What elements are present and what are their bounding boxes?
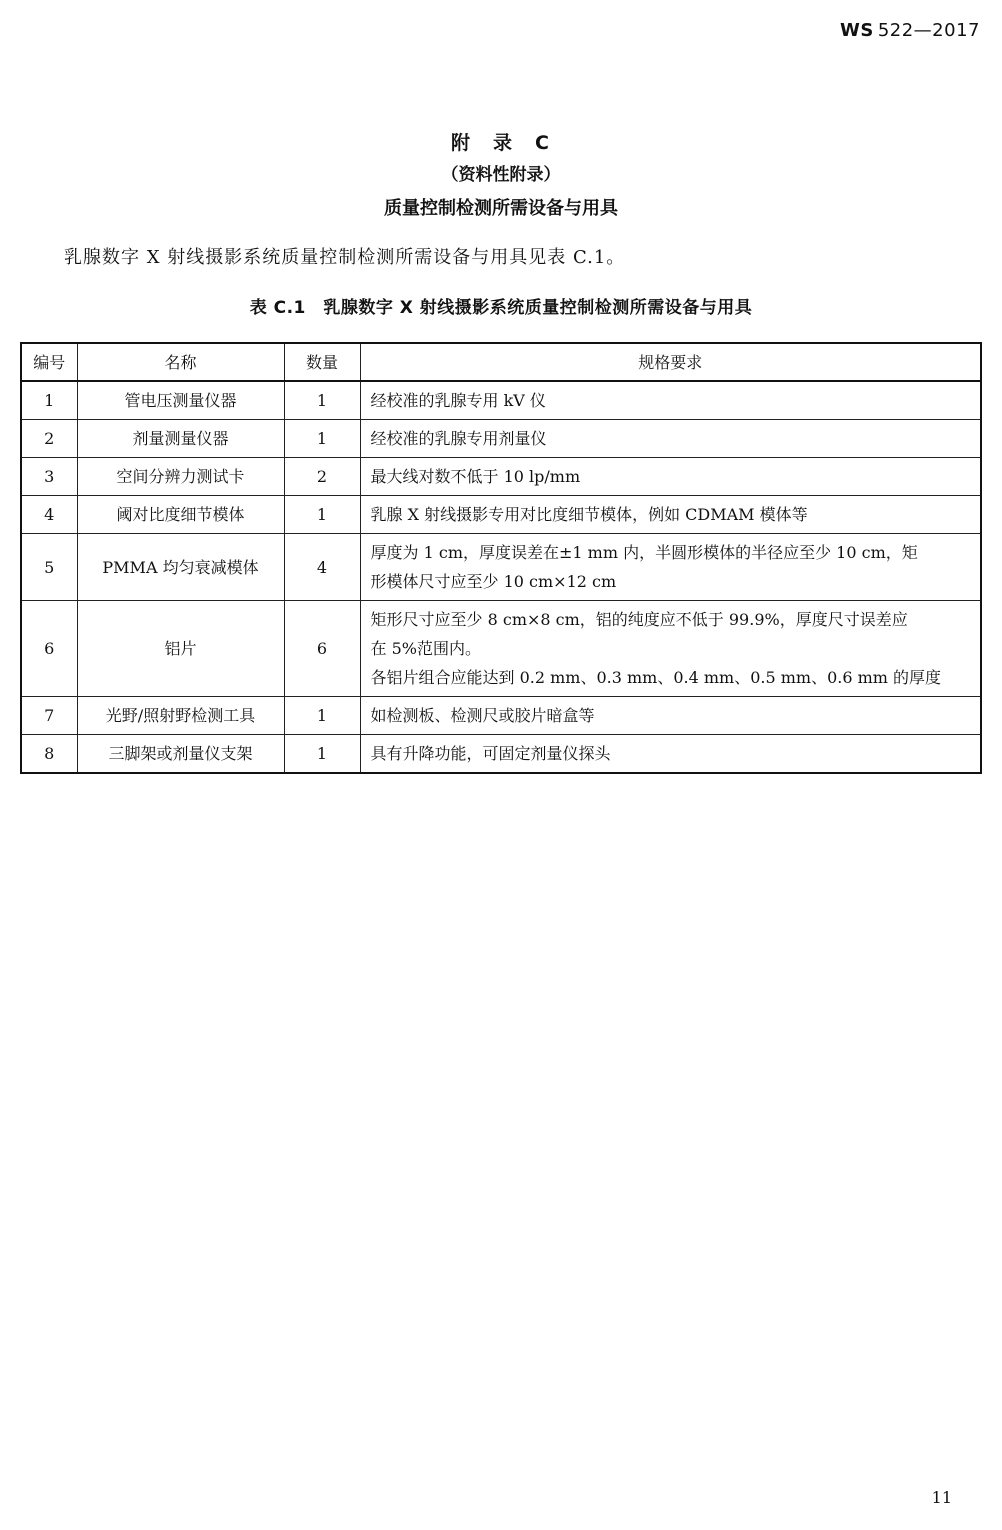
- cell-name: 光野/照射野检测工具: [77, 697, 284, 735]
- standard-code: [840, 20, 980, 41]
- table-row: [21, 420, 981, 458]
- spec-line: 如检测板、检测尺或胶片暗盒等: [370, 706, 595, 725]
- table-row: [21, 458, 981, 496]
- cell-name: 空间分辨力测试卡: [77, 458, 284, 496]
- cell-spec: [360, 496, 981, 534]
- cell-spec: [360, 735, 981, 774]
- cell-qty: 1: [284, 381, 360, 420]
- cell-spec: [360, 697, 981, 735]
- cell-no: 7: [21, 697, 77, 735]
- spec-line: 在 5%范围内。: [370, 639, 481, 658]
- spec-line: 最大线对数不低于 10 lp/mm: [370, 467, 581, 486]
- cell-no: 5: [21, 534, 77, 601]
- spec-line: 厚度为 1 cm，厚度误差在±1 mm 内，半圆形模体的半径应至少 10 cm，矩: [370, 543, 918, 562]
- page-number: 11: [931, 1488, 952, 1507]
- header-name: 名称: [77, 343, 284, 381]
- table-row: [21, 496, 981, 534]
- intro-paragraph: 乳腺数字 X 射线摄影系统质量控制检测所需设备与用具见表 C.1。: [64, 247, 626, 268]
- standard-prefix: WS: [840, 20, 874, 41]
- spec-line: 形模体尺寸应至少 10 cm×12 cm: [370, 572, 617, 591]
- spec-line: 经校准的乳腺专用 kV 仪: [370, 391, 546, 410]
- cell-qty: 4: [284, 534, 360, 601]
- cell-qty: 1: [284, 697, 360, 735]
- spec-line: 乳腺 X 射线摄影专用对比度细节模体，例如 CDMAM 模体等: [370, 505, 808, 524]
- cell-qty: 1: [284, 735, 360, 774]
- cell-no: 8: [21, 735, 77, 774]
- cell-qty: 6: [284, 601, 360, 697]
- table-header-row: [21, 343, 981, 381]
- cell-no: 4: [21, 496, 77, 534]
- cell-spec: [360, 534, 981, 601]
- cell-name: 阈对比度细节模体: [77, 496, 284, 534]
- appendix-type: （资料性附录）: [441, 165, 561, 185]
- cell-name: 剂量测量仪器: [77, 420, 284, 458]
- table-row: [21, 735, 981, 774]
- table-row: [21, 534, 981, 601]
- table-row: [21, 697, 981, 735]
- spec-line: 各铝片组合应能达到 0.2 mm、0.3 mm、0.4 mm、0.5 mm、0.6 mm 的厚度: [370, 668, 942, 687]
- cell-qty: 1: [284, 496, 360, 534]
- cell-no: 2: [21, 420, 77, 458]
- table-body: [21, 381, 981, 773]
- cell-spec: [360, 381, 981, 420]
- spec-line: 经校准的乳腺专用剂量仪: [370, 429, 547, 448]
- cell-no: 6: [21, 601, 77, 697]
- table-row: [21, 381, 981, 420]
- cell-name: 管电压测量仪器: [77, 381, 284, 420]
- cell-qty: 2: [284, 458, 360, 496]
- spec-line: 具有升降功能，可固定剂量仪探头: [370, 744, 611, 763]
- header-spec: 规格要求: [360, 343, 981, 381]
- table-caption: 表 C.1 乳腺数字 X 射线摄影系统质量控制检测所需设备与用具: [249, 298, 753, 318]
- cell-no: 3: [21, 458, 77, 496]
- cell-spec: [360, 420, 981, 458]
- cell-name: 三脚架或剂量仪支架: [77, 735, 284, 774]
- appendix-title: 附 录 C: [451, 132, 551, 154]
- cell-name: 铝片: [77, 601, 284, 697]
- standard-number: 522—2017: [877, 20, 980, 41]
- cell-name: PMMA 均匀衰减模体: [77, 534, 284, 601]
- table-row: [21, 601, 981, 697]
- appendix-name: 质量控制检测所需设备与用具: [384, 198, 618, 219]
- cell-spec: [360, 458, 981, 496]
- cell-spec: [360, 601, 981, 697]
- cell-no: 1: [21, 381, 77, 420]
- cell-qty: 1: [284, 420, 360, 458]
- spec-line: 矩形尺寸应至少 8 cm×8 cm，铝的纯度应不低于 99.9%，厚度尺寸误差应: [370, 610, 908, 629]
- equipment-table: [20, 342, 982, 774]
- header-qty: 数量: [284, 343, 360, 381]
- header-no: 编号: [21, 343, 77, 381]
